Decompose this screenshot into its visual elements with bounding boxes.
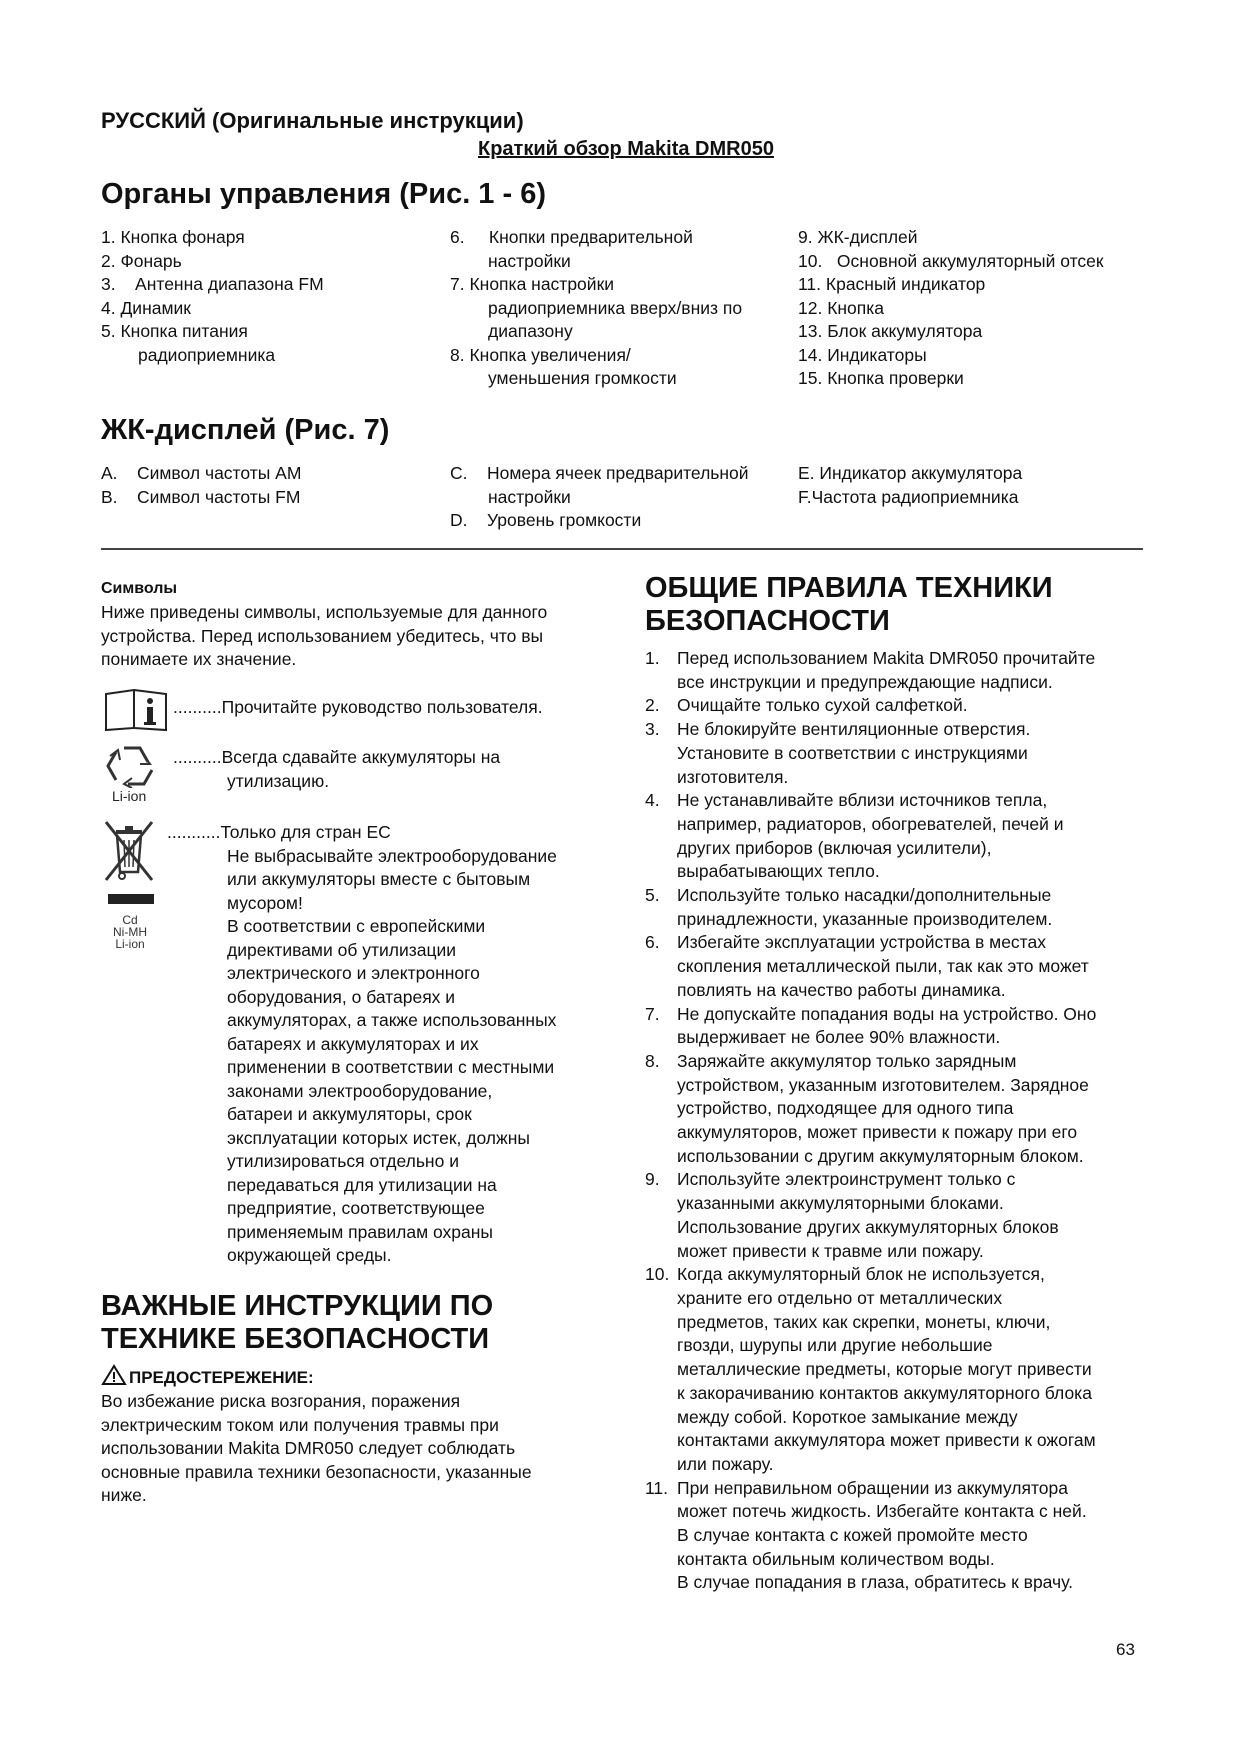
list-item: 9. ЖК-дисплей <box>798 227 918 247</box>
text-line: Перед использованием Makita DMR050 прочитайте <box>677 648 1096 668</box>
eu-disposal-text <box>167 821 607 1268</box>
list-item <box>645 1050 1145 1169</box>
list-item: 4. Динамик <box>101 297 191 318</box>
list-item: радиоприемника вверх/вниз по <box>488 297 743 318</box>
text-line: ...........Только для стран ЕС <box>167 822 391 842</box>
text-line: В случае попадания в глаза, обратитесь к врачу. <box>677 1572 1073 1593</box>
text-line: основные правила техники безопасности, указанные <box>101 1461 532 1482</box>
list-item: диапазону <box>488 321 573 341</box>
text-line: Li-ion <box>115 937 145 951</box>
list-number: 11. <box>645 1477 669 1498</box>
text-line: Заряжайте аккумулятор только зарядным <box>677 1050 1017 1071</box>
list-number: 3. <box>645 719 660 740</box>
text-line: передаваться для утилизации на <box>227 1174 497 1195</box>
text-line: мусором! <box>227 892 303 913</box>
symbols-intro <box>101 601 621 672</box>
text-line: Установите в соответствии с инструкциями <box>677 742 1028 763</box>
list-item <box>645 1477 1145 1596</box>
recycle-label: Li-ion <box>112 788 147 804</box>
list-item: 10. Основной аккумуляторный отсек <box>798 250 1104 271</box>
list-item <box>645 1168 1145 1263</box>
battery-types-label <box>108 914 152 950</box>
text-line: Не выбрасывайте электрооборудование <box>227 845 557 866</box>
crossed-bin-icon <box>102 820 158 911</box>
list-item: 13. Блок аккумулятора <box>798 321 983 341</box>
list-item: 8. Кнопка увеличения/ <box>450 344 631 365</box>
important-safety-heading <box>101 1290 493 1356</box>
text-line: батареи и аккумуляторы, срок <box>227 1104 472 1124</box>
text-line: предприятие, соответствующее <box>227 1198 485 1218</box>
text-line: других приборов (включая усилители), <box>677 837 992 858</box>
text-line: гвозди, шурупы или другие небольшие <box>677 1335 993 1356</box>
list-number: 8. <box>645 1050 660 1071</box>
text-line: использовании с другим аккумуляторным блоком. <box>677 1145 1084 1166</box>
heading-line: ОБЩИЕ ПРАВИЛА ТЕХНИКИ <box>645 572 1053 604</box>
text-line: эксплуатации которых истек, должны <box>227 1127 530 1148</box>
general-safety-list <box>645 647 1145 1595</box>
text-line: вырабатывающих тепло. <box>677 861 880 882</box>
list-item: B. Символ частоты FM <box>101 486 301 507</box>
text-line: Использование других аккумуляторных блоков <box>677 1216 1059 1237</box>
heading-line: ТЕХНИКЕ БЕЗОПАСНОСТИ <box>101 1323 490 1355</box>
text-line: к закорачиванию контактов аккумуляторного блока <box>677 1382 1092 1403</box>
text-line: В случае контакта с кожей промойте место <box>677 1525 1028 1546</box>
list-number: 5. <box>645 885 660 906</box>
list-item: 6. Кнопки предварительной <box>450 227 693 247</box>
text-line: повлиять на качество работы динамика. <box>677 979 1006 1000</box>
list-item <box>645 884 1145 931</box>
controls-column-1 <box>101 226 441 367</box>
text-line: или пожару. <box>677 1453 774 1474</box>
controls-column-2 <box>450 226 790 391</box>
language-title: РУССКИЙ (Оригинальные инструкции) <box>101 108 524 133</box>
text-line: устройства. Перед использованием убедитесь, что вы <box>101 625 544 646</box>
text-line: батареях и аккумуляторах и их <box>227 1033 479 1054</box>
list-item: 15. Кнопка проверки <box>798 368 964 388</box>
read-manual-icon <box>104 688 168 737</box>
text-line: устройством, указанным изготовителем. Зарядное <box>677 1074 1089 1095</box>
text-line: окружающей среды. <box>227 1245 392 1265</box>
list-item: 1. Кнопка фонаря <box>101 227 245 247</box>
list-item: 3. Антенна диапазона FM <box>101 274 324 294</box>
text-line: храните его отдельно от металлических <box>677 1287 1003 1308</box>
controls-column-3 <box>798 226 1143 391</box>
list-item <box>645 694 1145 718</box>
text-line: выдерживает не более 90% влажности. <box>677 1027 1001 1048</box>
warning-header <box>101 1364 314 1391</box>
text-line: Избегайте эксплуатации устройства в местах <box>677 932 1046 953</box>
text-line: понимаете их значение. <box>101 649 297 669</box>
general-safety-heading <box>645 572 1053 638</box>
section-divider <box>101 548 1143 550</box>
text-line: устройство, подходящее для одного типа <box>677 1098 1014 1119</box>
list-item: 2. Фонарь <box>101 250 182 271</box>
list-item <box>645 1003 1145 1050</box>
text-line: Когда аккумуляторный блок не используется, <box>677 1264 1045 1285</box>
text-line: может привести к травме или пожару. <box>677 1240 984 1261</box>
lcd-column-1 <box>101 462 441 509</box>
page-number: 63 <box>1116 1640 1135 1659</box>
list-number: 4. <box>645 790 660 811</box>
list-item: E. Индикатор аккумулятора <box>798 463 1023 483</box>
list-number: 2. <box>645 695 660 716</box>
text-line: металлические предметы, которые могут привести <box>677 1359 1092 1380</box>
read-manual-text: ..........Прочитайте руководство пользователя. <box>173 697 543 717</box>
lcd-column-3 <box>798 462 1143 509</box>
text-line: указанными аккумуляторными блоками. <box>677 1193 1004 1214</box>
text-line: утилизироваться отдельно и <box>227 1151 459 1171</box>
text-line: ..........Всегда сдавайте аккумуляторы на <box>173 747 501 767</box>
text-line: законами электрооборудование, <box>227 1080 493 1101</box>
text-line: Cd <box>122 913 138 927</box>
text-line: скопления металлической пыли, так как это может <box>677 956 1089 977</box>
text-line: В соответствии с европейскими <box>227 916 486 936</box>
list-item <box>645 931 1145 1002</box>
text-line: ниже. <box>101 1485 147 1505</box>
lcd-column-2 <box>450 462 795 533</box>
text-line: Используйте электроинструмент только с <box>677 1169 1016 1190</box>
warning-text <box>101 1390 621 1508</box>
text-line: аккумуляторов, может привести к пожару при его <box>677 1122 1078 1143</box>
list-item: 7. Кнопка настройки <box>450 274 614 294</box>
list-item <box>645 1263 1145 1476</box>
warning-triangle-icon <box>101 1364 127 1391</box>
list-item <box>645 789 1145 884</box>
text-line: контактами аккумулятора может привести к ожогам <box>677 1430 1096 1451</box>
text-line: Очищайте только сухой салфеткой. <box>677 695 968 716</box>
recycle-icon <box>104 744 160 793</box>
list-item <box>645 647 1145 694</box>
controls-heading: Органы управления (Рис. 1 - 6) <box>101 178 546 210</box>
list-item: настройки <box>488 250 571 271</box>
text-line: директивами об утилизации <box>227 939 457 960</box>
list-item: 5. Кнопка питания <box>101 321 248 341</box>
list-item: F.Частота радиоприемника <box>798 486 1019 507</box>
text-line: Ni-MH <box>113 925 147 939</box>
text-line: все инструкции и предупреждающие надписи. <box>677 671 1053 692</box>
text-line: электрическим током или получения травмы при <box>101 1414 499 1435</box>
text-line: Используйте только насадки/дополнительные <box>677 885 1052 906</box>
text-line: например, радиаторов, обогревателей, печей и <box>677 813 1064 834</box>
text-line: или аккумуляторы вместе с бытовым <box>227 869 531 889</box>
text-line: При неправильном обращении из аккумулятора <box>677 1477 1068 1498</box>
text-line: применяемым правилам охраны <box>227 1221 493 1242</box>
text-line: изготовителя. <box>677 766 789 787</box>
text-line: предметов, таких как скрепки, монеты, ключи, <box>677 1311 1051 1332</box>
text-line: Не устанавливайте вблизи источников тепла, <box>677 790 1048 811</box>
list-item <box>645 718 1145 789</box>
list-item: 11. Красный индикатор <box>798 274 986 294</box>
text-line: применении в соответствии с местными <box>227 1057 555 1077</box>
list-number: 6. <box>645 932 660 953</box>
heading-line: БЕЗОПАСНОСТИ <box>645 605 890 637</box>
list-item: A. Символ частоты AM <box>101 463 302 483</box>
list-item: D. Уровень громкости <box>450 510 642 530</box>
text-line: использовании Makita DMR050 следует соблюдать <box>101 1438 516 1458</box>
symbols-heading: Символы <box>101 580 178 597</box>
list-item: настройки <box>488 486 571 507</box>
list-number: 9. <box>645 1169 660 1190</box>
text-line: Не допускайте попадания воды на устройство. Оно <box>677 1003 1097 1024</box>
lcd-heading: ЖК-дисплей (Рис. 7) <box>101 414 390 446</box>
text-line: между собой. Короткое замыкание между <box>677 1406 1018 1427</box>
text-line: электрического и электронного <box>227 963 480 983</box>
list-item: уменьшения громкости <box>488 368 677 388</box>
text-line: утилизацию. <box>227 770 330 791</box>
list-number: 1. <box>645 648 660 668</box>
text-line: контакта обильным количеством воды. <box>677 1548 995 1569</box>
heading-line: ВАЖНЫЕ ИНСТРУКЦИИ ПО <box>101 1290 494 1322</box>
list-item: 12. Кнопка <box>798 297 885 318</box>
document-title: Краткий обзор Makita DMR050 <box>478 138 774 160</box>
text-line: может потечь жидкость. Избегайте контакта с ней. <box>677 1501 1087 1522</box>
list-number: 7. <box>645 1003 660 1024</box>
text-line: Ниже приведены символы, используемые для данного <box>101 602 548 622</box>
list-item: 14. Индикаторы <box>798 344 927 365</box>
text-line: Не блокируйте вентиляционные отверстия. <box>677 719 1031 740</box>
list-number: 10. <box>645 1264 670 1285</box>
text-line: принадлежности, указанные производителем. <box>677 908 1053 929</box>
text-line: оборудования, о батареях и <box>227 986 456 1007</box>
list-item: C. Номера ячеек предварительной <box>450 463 749 483</box>
warning-label: ПРЕДОСТЕРЕЖЕНИЕ: <box>129 1367 314 1387</box>
list-item: радиоприемника <box>138 344 276 365</box>
text-line: аккумуляторах, а также использованных <box>227 1010 557 1030</box>
recycle-text <box>173 746 593 793</box>
text-line: Во избежание риска возгорания, поражения <box>101 1391 461 1411</box>
